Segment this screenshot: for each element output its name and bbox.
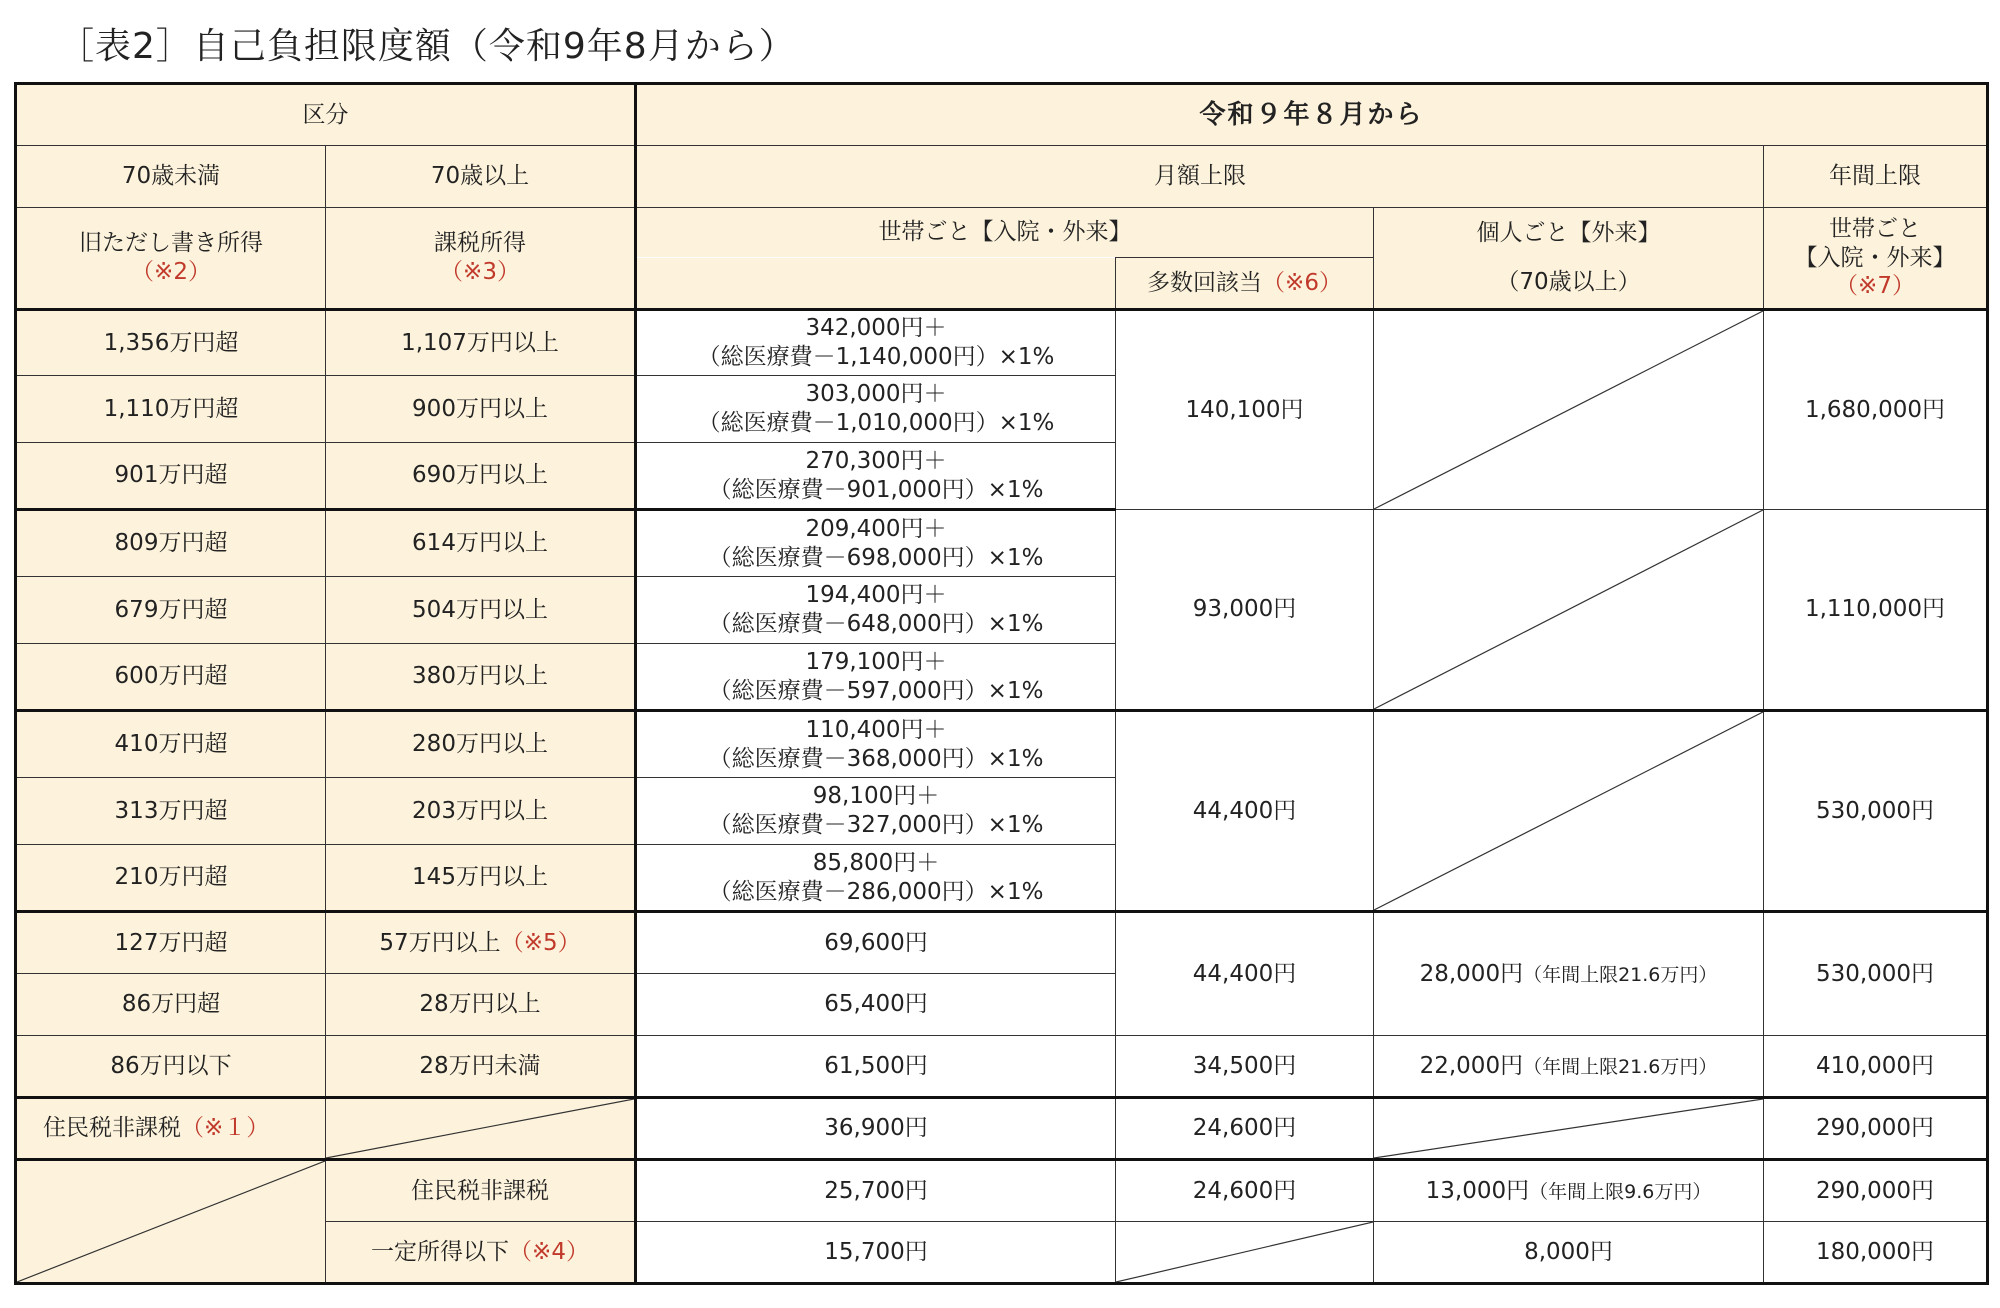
page-title: ［表2］自己負担限度額（令和9年8月から） (58, 26, 796, 67)
many-times-value: 44,400円 (1116, 711, 1374, 912)
annual-value: 410,000円 (1764, 1036, 1988, 1098)
limit-table-container (14, 82, 1989, 1285)
over70-note: （※4） (509, 1238, 589, 1265)
over70-income: 1,107万円以上 (326, 310, 636, 376)
monthly-formula: 270,300円＋ （総医療費－901,000円）×1% (636, 443, 1116, 510)
over70-income: 28万円以上 (326, 974, 636, 1036)
under70-basis-note: （※2） (131, 259, 211, 285)
over70-income: 380万円以上 (326, 644, 636, 711)
table-row (16, 711, 1988, 778)
individual-na-diagonal (1374, 310, 1764, 510)
header-household-blank (636, 258, 1116, 310)
monthly-value: 25,700円 (636, 1160, 1116, 1222)
header-under70: 70歳未満 (16, 146, 326, 208)
monthly-formula: 342,000円＋ （総医療費－1,140,000円）×1% (636, 310, 1116, 376)
many-times-na-diagonal (1116, 1222, 1374, 1284)
over70-income: 一定所得以下（※4） (326, 1222, 636, 1284)
annual-household-label: 世帯ごと (1829, 215, 1921, 242)
over70-income: 145万円以上 (326, 845, 636, 912)
individual-value: 22,000円（年間上限21.6万円） (1374, 1036, 1764, 1098)
individual-na-diagonal (1374, 711, 1764, 912)
individual-na-diagonal (1374, 510, 1764, 711)
under70-income: 86万円超 (16, 974, 326, 1036)
over70-basis-label: 課税所得 (434, 230, 526, 257)
under70-income: 679万円超 (16, 577, 326, 644)
individual-value: 28,000円（年間上限21.6万円） (1374, 912, 1764, 1036)
annual-value: 1,680,000円 (1764, 310, 1988, 510)
annual-value: 290,000円 (1764, 1160, 1988, 1222)
over70-basis-note: （※3） (440, 259, 520, 285)
monthly-formula: 110,400円＋ （総医療費－368,000円）×1% (636, 711, 1116, 778)
individual-na-diagonal (1374, 1098, 1764, 1160)
annual-value: 530,000円 (1764, 711, 1988, 912)
monthly-formula: 179,100円＋ （総医療費－597,000円）×1% (636, 644, 1116, 711)
over70-income: 57万円以上（※5） (326, 912, 636, 974)
individual-age: （70歳以上） (1496, 269, 1641, 295)
annual-household-type: 【入院・外来】 (1794, 244, 1956, 271)
under70-income: 809万円超 (16, 510, 326, 577)
header-household: 世帯ごと【入院・外来】 (636, 208, 1374, 258)
header-kubun: 区分 (16, 84, 636, 146)
header-period: 令和９年８月から (636, 84, 1988, 146)
over70-income: 280万円以上 (326, 711, 636, 778)
under70-income: 313万円超 (16, 778, 326, 845)
monthly-value: 65,400円 (636, 974, 1116, 1036)
under70-income: 901万円超 (16, 443, 326, 510)
table-row (16, 1160, 1988, 1222)
header-many-times (1116, 258, 1374, 310)
table-row (16, 510, 1988, 577)
over70-income: 28万円未満 (326, 1036, 636, 1098)
table-row (16, 912, 1988, 974)
monthly-formula: 85,800円＋ （総医療費－286,000円）×1% (636, 845, 1116, 912)
over70-income: 203万円以上 (326, 778, 636, 845)
over70-income: 690万円以上 (326, 443, 636, 510)
header-over70: 70歳以上 (326, 146, 636, 208)
individual-value: 8,000円 (1374, 1222, 1764, 1284)
header-over70-basis (326, 208, 636, 310)
monthly-value: 36,900円 (636, 1098, 1116, 1160)
many-times-value: 34,500円 (1116, 1036, 1374, 1098)
header-annual: 年間上限 (1764, 146, 1988, 208)
over70-income: 900万円以上 (326, 376, 636, 443)
annual-value: 1,110,000円 (1764, 510, 1988, 711)
under70-income: 住民税非課税（※１） (16, 1098, 326, 1160)
table-row (16, 1098, 1988, 1160)
header-monthly: 月額上限 (636, 146, 1764, 208)
under70-note: （※１） (181, 1115, 270, 1142)
many-times-note: （※6） (1262, 269, 1342, 296)
many-times-value: 93,000円 (1116, 510, 1374, 711)
over70-income: 504万円以上 (326, 577, 636, 644)
monthly-formula: 303,000円＋ （総医療費－1,010,000円）×1% (636, 376, 1116, 443)
under70-income: 210万円超 (16, 845, 326, 912)
many-times-label: 多数回該当 (1147, 269, 1263, 296)
many-times-value: 24,600円 (1116, 1098, 1374, 1160)
monthly-formula: 194,400円＋ （総医療費－648,000円）×1% (636, 577, 1116, 644)
header-individual (1374, 208, 1764, 310)
individual-label: 個人ごと【外来】 (1476, 220, 1661, 247)
annual-value: 180,000円 (1764, 1222, 1988, 1284)
copay-limit-table (14, 82, 1989, 1285)
under70-income: 410万円超 (16, 711, 326, 778)
monthly-formula: 209,400円＋ （総医療費－698,000円）×1% (636, 510, 1116, 577)
under70-income: 86万円以下 (16, 1036, 326, 1098)
monthly-value: 61,500円 (636, 1036, 1116, 1098)
header-annual-household (1764, 208, 1988, 310)
annual-note: （※7） (1835, 273, 1915, 300)
under70-income: 1,110万円超 (16, 376, 326, 443)
under70-income: 127万円超 (16, 912, 326, 974)
many-times-value: 44,400円 (1116, 912, 1374, 1036)
monthly-value: 15,700円 (636, 1222, 1116, 1284)
table-row (16, 1036, 1988, 1098)
many-times-value: 24,600円 (1116, 1160, 1374, 1222)
monthly-formula: 98,100円＋ （総医療費－327,000円）×1% (636, 778, 1116, 845)
over70-income: 614万円以上 (326, 510, 636, 577)
under70-basis-label: 旧ただし書き所得 (79, 230, 263, 257)
annual-value: 290,000円 (1764, 1098, 1988, 1160)
annual-value: 530,000円 (1764, 912, 1988, 1036)
over70-income: 住民税非課税 (326, 1160, 636, 1222)
table-row (16, 310, 1988, 376)
under70-income: 600万円超 (16, 644, 326, 711)
over70-na-diagonal (326, 1098, 636, 1160)
under70-income: 1,356万円超 (16, 310, 326, 376)
under70-na-diagonal (16, 1160, 326, 1284)
monthly-value: 69,600円 (636, 912, 1116, 974)
header-under70-basis (16, 208, 326, 310)
individual-value: 13,000円（年間上限9.6万円） (1374, 1160, 1764, 1222)
many-times-value: 140,100円 (1116, 310, 1374, 510)
over70-note: （※5） (500, 929, 581, 956)
